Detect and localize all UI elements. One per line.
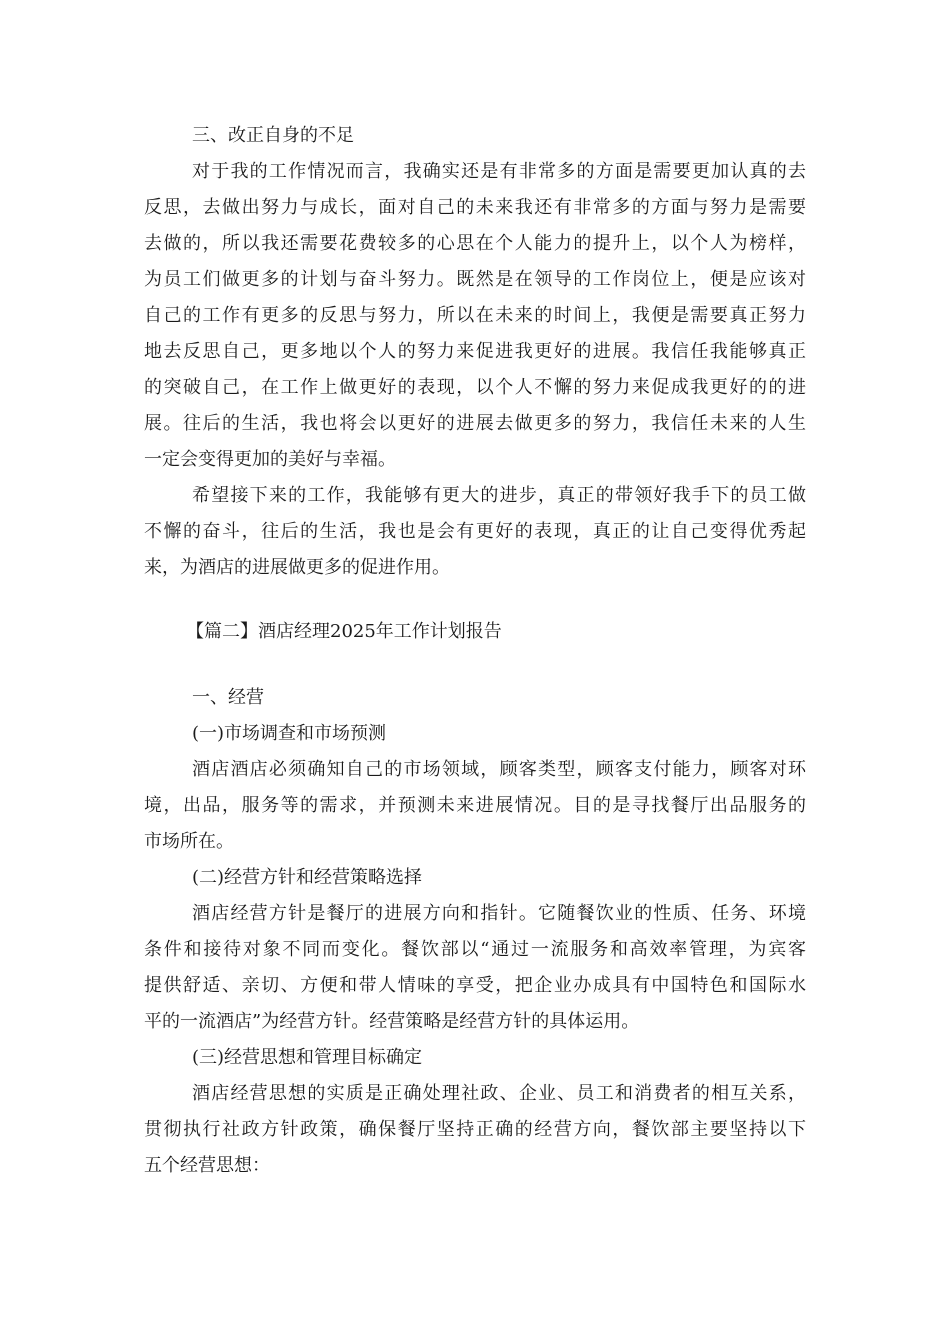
paragraph-line: 平的一流酒店”为经营方针。经营策略是经营方针的具体运用。	[144, 1011, 640, 1032]
paragraph-line: 酒店酒店必须确知自己的市场领域，顾客类型，顾客支付能力，顾客对环	[192, 759, 806, 780]
paragraph	[144, 154, 806, 478]
section-heading: 一、经营	[192, 687, 264, 708]
paragraph-line: 境，出品，服务等的需求，并预测未来进展情况。目的是寻找餐厅出品服务的	[144, 795, 806, 816]
paragraph	[144, 478, 806, 586]
paragraph-line: 自己的工作有更多的反思与努力，所以在未来的时间上，我便是需要真正努力	[144, 305, 806, 326]
paragraph-line: 希望接下来的工作，我能够有更大的进步，真正的带领好我手下的员工做	[192, 485, 806, 506]
paragraph-line: 不懈的奋斗，往后的生活，我也是会有更好的表现，真正的让自己变得优秀起	[144, 521, 806, 542]
paragraph	[144, 752, 806, 860]
subsection-heading: (一)市场调查和市场预测	[192, 723, 387, 744]
paragraph-line: 条件和接待对象不同而变化。餐饮部以“通过一流服务和高效率管理，为宾客	[144, 939, 806, 960]
paragraph-line: 来，为酒店的进展做更多的促进作用。	[144, 557, 450, 578]
paragraph-line: 展。往后的生活，我也将会以更好的进展去做更多的努力，我信任未来的人生	[144, 413, 806, 434]
paragraph-line: 提供舒适、亲切、方便和带人情味的享受，把企业办成具有中国特色和国际水	[144, 975, 806, 996]
paragraph	[144, 1076, 806, 1184]
paragraph-line: 为员工们做更多的计划与奋斗努力。既然是在领导的工作岗位上，便是应该对	[144, 269, 806, 290]
paragraph-line: 酒店经营思想的实质是正确处理社政、企业、员工和消费者的相互关系，	[192, 1083, 806, 1104]
subsection-heading: (二)经营方针和经营策略选择	[192, 867, 423, 888]
paragraph-line: 酒店经营方针是餐厅的进展方向和指针。它随餐饮业的性质、任务、环境	[192, 903, 806, 924]
section-heading: 三、改正自身的不足	[192, 125, 354, 146]
paragraph-line: 贯彻执行社政方针政策，确保餐厅坚持正确的经营方向，餐饮部主要坚持以下	[144, 1119, 806, 1140]
spacer	[144, 586, 806, 614]
paragraph-line: 对于我的工作情况而言，我确实还是有非常多的方面是需要更加认真的去	[192, 161, 806, 182]
paragraph-line: 市场所在。	[144, 831, 234, 852]
paragraph-line: 地去反思自己，更多地以个人的努力来促进我更好的进展。我信任我能够真正	[144, 341, 806, 362]
paragraph-line: 反思，去做出努力与成长，面对自己的未来我还有非常多的方面与努力是需要	[144, 197, 806, 218]
paragraph-line: 一定会变得更加的美好与幸福。	[144, 449, 396, 470]
document-page	[144, 118, 806, 1184]
spacer	[144, 650, 806, 680]
paragraph-line: 五个经营思想：	[144, 1155, 270, 1176]
paragraph-line: 的突破自己，在工作上做更好的表现，以个人不懈的努力来促成我更好的的进	[144, 377, 806, 398]
paragraph-line: 去做的，所以我还需要花费较多的心思在个人能力的提升上，以个人为榜样，	[144, 233, 806, 254]
document-title: 【篇二】酒店经理2025年工作计划报告	[186, 621, 502, 642]
subsection-heading: (三)经营思想和管理目标确定	[192, 1047, 423, 1068]
paragraph	[144, 896, 806, 1040]
